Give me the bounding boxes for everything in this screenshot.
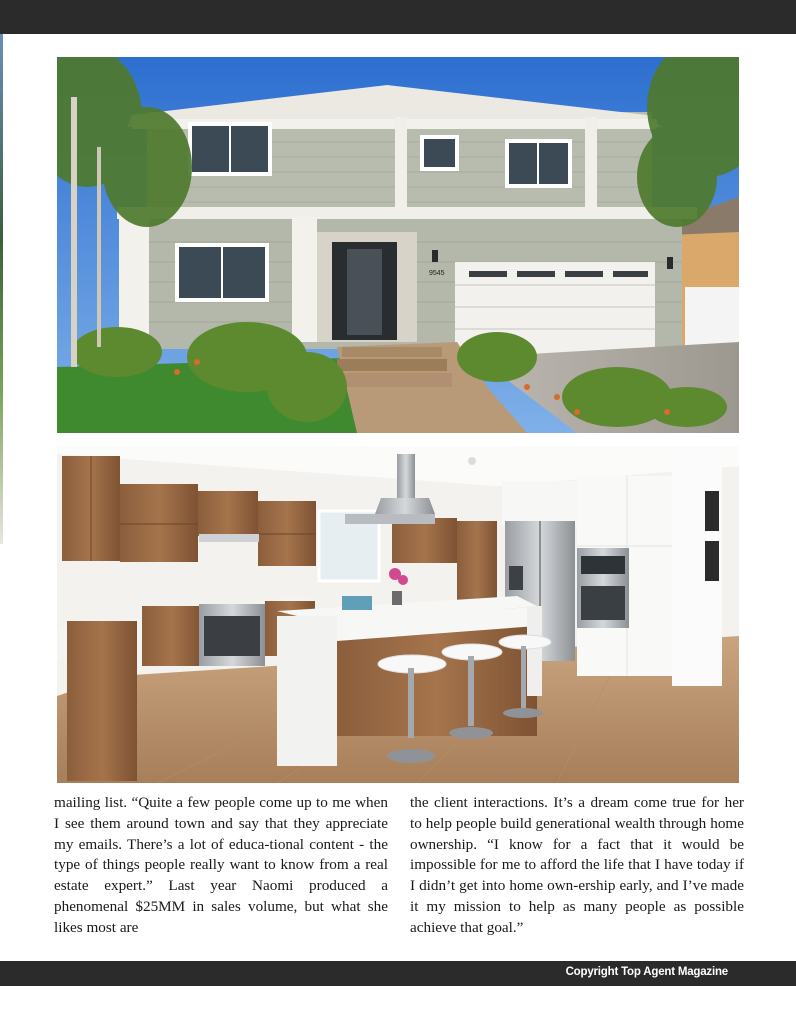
footer-bar — [0, 961, 796, 986]
copyright-text: Copyright Top Agent Magazine — [565, 966, 728, 978]
house-exterior-photo — [57, 57, 739, 433]
page-edge-strip — [0, 34, 3, 544]
article-column-left: mailing list. “Quite a few people come up to me when I see them around town and say that they appreciate my emails. There’s a lot of educa-tional content - the type of things people really want to know from a real estate expert.” Last year Naomi produced a phenomenal $25MM in sales volume, but what she likes most are — [54, 794, 388, 936]
kitchen-interior-photo — [57, 446, 739, 783]
article-column-right: the client interactions. It’s a dream come true for her to help people build generational wealth through home ownership. “I know for a fact that it would be impossible for me to afford the life that I have today if I didn’t get into home own-ership early, and I’ve made it my mission to help as many people as possible achieve that goal.” — [410, 794, 744, 936]
header-bar — [0, 0, 796, 34]
house-number: 9545 — [429, 270, 445, 277]
article-body — [54, 793, 744, 943]
